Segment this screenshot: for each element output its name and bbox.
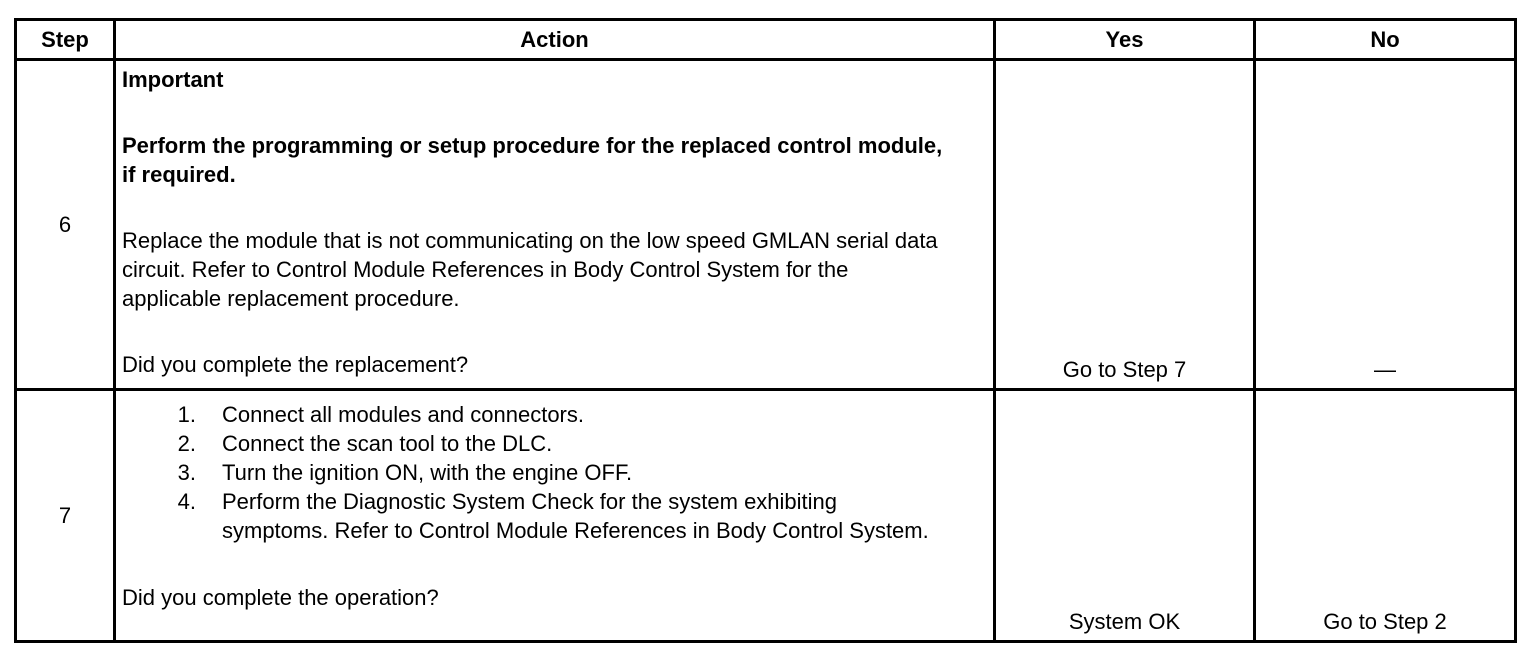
list-item: [122, 429, 987, 458]
question-text: Did you complete the operation?: [122, 585, 439, 610]
list-item-number: 3.: [177, 460, 196, 485]
header-no: No: [1255, 20, 1516, 60]
no-cell: —: [1255, 60, 1516, 390]
header-action: Action: [115, 20, 995, 60]
header-yes: Yes: [995, 20, 1255, 60]
yes-cell: Go to Step 7: [995, 60, 1255, 390]
list-item: [122, 458, 987, 487]
action-cell: [115, 390, 995, 642]
list-item-text: Turn the ignition ON, with the engine OFF.: [222, 460, 633, 485]
question-text: Did you complete the replacement?: [122, 352, 469, 377]
instruction-text: Replace the module that is not communicating on the low speed GMLAN serial data circuit. Refer to Control Module References in Body Control System for the applicable replacement procedure.: [122, 228, 938, 311]
yes-cell: System OK: [995, 390, 1255, 642]
important-text: Perform the programming or setup procedure for the replaced control module, if required.: [122, 133, 943, 187]
list-item-number: 4.: [177, 489, 196, 514]
procedure-list: [122, 400, 987, 545]
list-item-text: Connect all modules and connectors.: [222, 402, 584, 427]
header-row: [16, 20, 1516, 60]
important-label: Important: [122, 67, 224, 92]
header-step: Step: [16, 20, 115, 60]
table-row: [16, 60, 1516, 390]
step-number: 7: [16, 390, 115, 642]
list-item-number: 2.: [177, 431, 196, 456]
list-item-number: 1.: [177, 402, 196, 427]
list-item-text: Connect the scan tool to the DLC.: [222, 431, 553, 456]
list-item: [122, 487, 987, 545]
table-row: [16, 390, 1516, 642]
no-cell: Go to Step 2: [1255, 390, 1516, 642]
diagnostic-table: [14, 18, 1517, 643]
list-item: [122, 400, 987, 429]
action-cell: [115, 60, 995, 390]
list-item-text: Perform the Diagnostic System Check for the system exhibiting symptoms. Refer to Control Module References in Body Control System.: [222, 489, 929, 543]
step-number: 6: [16, 60, 115, 390]
